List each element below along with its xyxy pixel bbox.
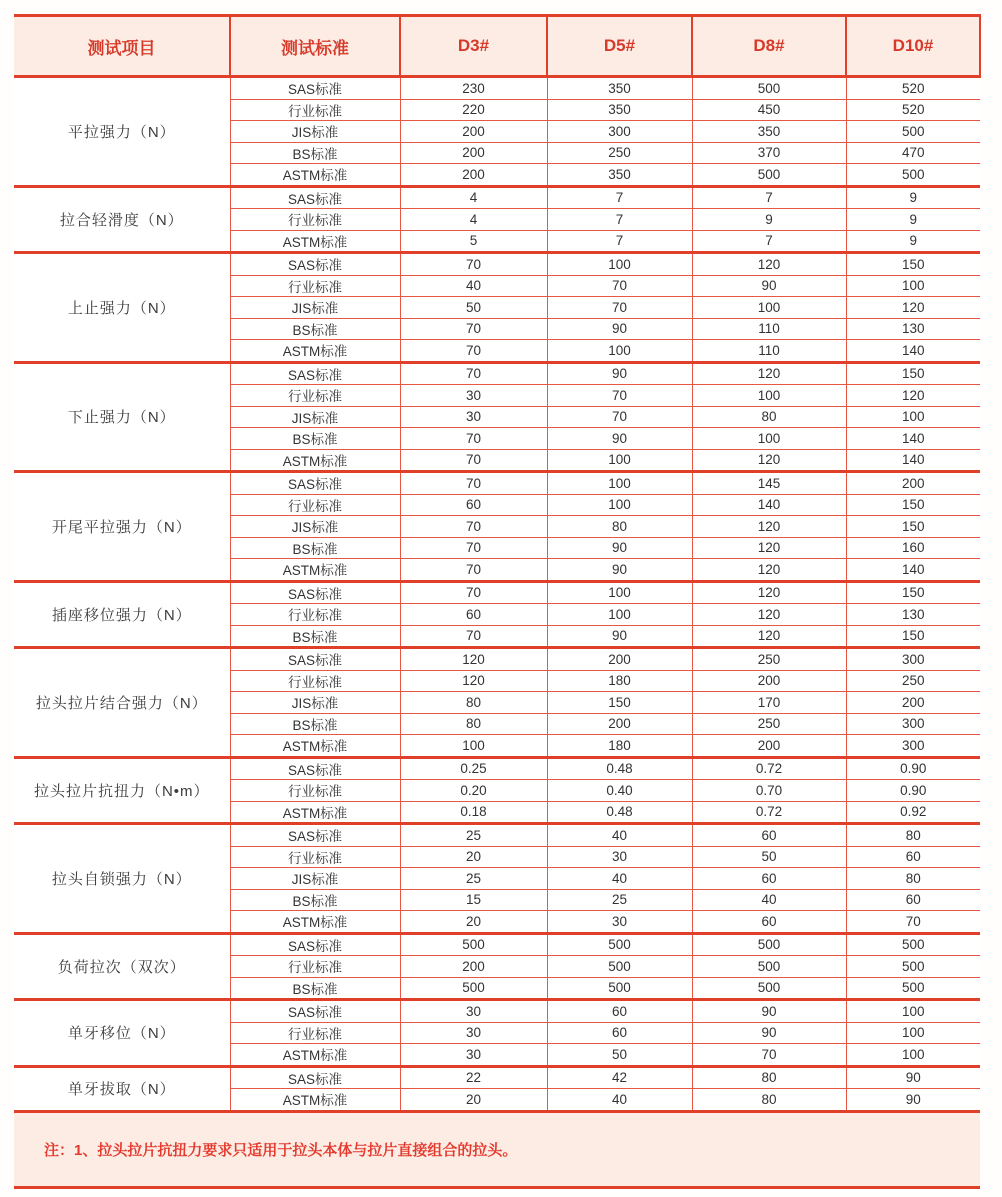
value-cell: 200: [692, 670, 846, 692]
value-cell: 120: [692, 253, 846, 276]
value-cell: 80: [846, 868, 980, 890]
value-cell: 200: [400, 121, 547, 143]
col-header-test-item: 测试项目: [14, 16, 230, 77]
value-cell: 150: [846, 516, 980, 538]
value-cell: 250: [692, 713, 846, 735]
value-cell: 90: [547, 362, 692, 385]
value-cell: 120: [846, 297, 980, 319]
value-cell: 300: [547, 121, 692, 143]
table-row: [14, 1066, 980, 1089]
standard-cell: BS标准: [230, 318, 400, 340]
value-cell: 200: [400, 956, 547, 978]
table-row: [14, 253, 980, 276]
value-cell: 100: [547, 494, 692, 516]
table-body: [14, 77, 980, 1112]
value-cell: 350: [692, 121, 846, 143]
value-cell: 70: [400, 340, 547, 363]
value-cell: 0.48: [547, 757, 692, 780]
value-cell: 500: [692, 164, 846, 187]
standard-cell: 行业标准: [230, 604, 400, 626]
table-row: [14, 757, 980, 780]
value-cell: 20: [400, 1089, 547, 1112]
value-cell: 70: [846, 911, 980, 934]
value-cell: 0.18: [400, 801, 547, 824]
value-cell: 110: [692, 318, 846, 340]
test-item-cell: 下止强力（N）: [14, 362, 230, 472]
value-cell: 100: [547, 472, 692, 495]
standard-cell: 行业标准: [230, 494, 400, 516]
footnote-text: 注：1、拉头拉片抗扭力要求只适用于拉头本体与拉片直接组合的拉头。: [44, 1141, 518, 1159]
value-cell: 4: [400, 186, 547, 209]
value-cell: 15: [400, 889, 547, 911]
test-item-cell: 拉头拉片抗扭力（N•m）: [14, 757, 230, 824]
value-cell: 25: [400, 868, 547, 890]
value-cell: 90: [547, 625, 692, 648]
value-cell: 300: [846, 648, 980, 671]
value-cell: 120: [846, 385, 980, 407]
value-cell: 90: [692, 275, 846, 297]
value-cell: 60: [692, 824, 846, 847]
test-item-cell: 上止强力（N）: [14, 253, 230, 363]
value-cell: 9: [846, 230, 980, 253]
value-cell: 500: [400, 977, 547, 1000]
value-cell: 90: [692, 1022, 846, 1044]
standard-cell: SAS标准: [230, 581, 400, 604]
value-cell: 500: [692, 933, 846, 956]
standard-cell: 行业标准: [230, 209, 400, 231]
value-cell: 130: [846, 318, 980, 340]
value-cell: 120: [692, 537, 846, 559]
standard-cell: BS标准: [230, 625, 400, 648]
value-cell: 0.72: [692, 801, 846, 824]
table-row: [14, 824, 980, 847]
value-cell: 80: [400, 692, 547, 714]
standard-cell: BS标准: [230, 142, 400, 164]
col-header-test-standard: 测试标准: [230, 16, 400, 77]
header-row: [14, 16, 980, 77]
value-cell: 40: [547, 1089, 692, 1112]
standard-cell: JIS标准: [230, 692, 400, 714]
value-cell: 70: [547, 275, 692, 297]
standard-cell: 行业标准: [230, 275, 400, 297]
value-cell: 0.40: [547, 780, 692, 802]
value-cell: 150: [846, 581, 980, 604]
value-cell: 60: [547, 1022, 692, 1044]
value-cell: 100: [846, 275, 980, 297]
value-cell: 150: [547, 692, 692, 714]
value-cell: 500: [400, 933, 547, 956]
value-cell: 160: [846, 537, 980, 559]
standard-cell: BS标准: [230, 889, 400, 911]
value-cell: 140: [846, 428, 980, 450]
standard-cell: SAS标准: [230, 648, 400, 671]
test-item-cell: 负荷拉次（双次）: [14, 933, 230, 1000]
col-header-d5: D5#: [547, 16, 692, 77]
table-row: [14, 186, 980, 209]
table-row: [14, 77, 980, 100]
value-cell: 100: [547, 340, 692, 363]
value-cell: 520: [846, 77, 980, 100]
value-cell: 70: [692, 1044, 846, 1067]
value-cell: 22: [400, 1066, 547, 1089]
test-item-cell: 拉头自锁强力（N）: [14, 824, 230, 934]
value-cell: 4: [400, 209, 547, 231]
value-cell: 500: [692, 977, 846, 1000]
value-cell: 30: [400, 385, 547, 407]
value-cell: 90: [846, 1066, 980, 1089]
value-cell: 500: [846, 956, 980, 978]
zipper-test-standards-table: [14, 14, 981, 1113]
value-cell: 60: [846, 889, 980, 911]
value-cell: 300: [846, 735, 980, 758]
standard-cell: BS标准: [230, 537, 400, 559]
value-cell: 20: [400, 846, 547, 868]
value-cell: 500: [846, 164, 980, 187]
value-cell: 30: [547, 846, 692, 868]
value-cell: 50: [692, 846, 846, 868]
value-cell: 220: [400, 99, 547, 121]
value-cell: 370: [692, 142, 846, 164]
value-cell: 130: [846, 604, 980, 626]
table-row: [14, 648, 980, 671]
standard-cell: SAS标准: [230, 77, 400, 100]
value-cell: 250: [692, 648, 846, 671]
value-cell: 70: [400, 516, 547, 538]
table-row: [14, 1000, 980, 1023]
table-row: [14, 472, 980, 495]
value-cell: 50: [400, 297, 547, 319]
value-cell: 90: [692, 1000, 846, 1023]
value-cell: 30: [400, 1022, 547, 1044]
standard-cell: SAS标准: [230, 1066, 400, 1089]
value-cell: 70: [400, 559, 547, 582]
value-cell: 350: [547, 164, 692, 187]
value-cell: 470: [846, 142, 980, 164]
standard-cell: SAS标准: [230, 824, 400, 847]
value-cell: 100: [846, 1000, 980, 1023]
value-cell: 0.70: [692, 780, 846, 802]
standard-cell: JIS标准: [230, 868, 400, 890]
value-cell: 60: [400, 494, 547, 516]
value-cell: 7: [692, 186, 846, 209]
value-cell: 30: [547, 911, 692, 934]
standard-cell: SAS标准: [230, 757, 400, 780]
value-cell: 120: [400, 648, 547, 671]
value-cell: 40: [692, 889, 846, 911]
table-row: [14, 933, 980, 956]
value-cell: 0.20: [400, 780, 547, 802]
value-cell: 120: [692, 449, 846, 472]
value-cell: 200: [547, 648, 692, 671]
value-cell: 7: [692, 230, 846, 253]
value-cell: 120: [692, 559, 846, 582]
standard-cell: 行业标准: [230, 780, 400, 802]
standard-cell: BS标准: [230, 977, 400, 1000]
value-cell: 200: [846, 692, 980, 714]
value-cell: 70: [400, 362, 547, 385]
value-cell: 70: [400, 537, 547, 559]
value-cell: 100: [547, 449, 692, 472]
standard-cell: ASTM标准: [230, 230, 400, 253]
value-cell: 100: [846, 1044, 980, 1067]
standard-cell: ASTM标准: [230, 801, 400, 824]
value-cell: 80: [692, 406, 846, 428]
value-cell: 500: [846, 933, 980, 956]
value-cell: 40: [547, 824, 692, 847]
value-cell: 230: [400, 77, 547, 100]
test-item-cell: 开尾平拉强力（N）: [14, 472, 230, 582]
value-cell: 60: [547, 1000, 692, 1023]
value-cell: 250: [846, 670, 980, 692]
value-cell: 140: [846, 340, 980, 363]
value-cell: 500: [692, 77, 846, 100]
standard-cell: ASTM标准: [230, 164, 400, 187]
value-cell: 180: [547, 735, 692, 758]
standard-cell: BS标准: [230, 713, 400, 735]
standard-cell: 行业标准: [230, 385, 400, 407]
value-cell: 120: [692, 516, 846, 538]
value-cell: 120: [692, 604, 846, 626]
value-cell: 200: [846, 472, 980, 495]
value-cell: 500: [547, 933, 692, 956]
value-cell: 7: [547, 186, 692, 209]
standard-cell: ASTM标准: [230, 735, 400, 758]
value-cell: 70: [400, 449, 547, 472]
standard-cell: JIS标准: [230, 297, 400, 319]
value-cell: 100: [846, 406, 980, 428]
test-item-cell: 平拉强力（N）: [14, 77, 230, 187]
value-cell: 42: [547, 1066, 692, 1089]
value-cell: 0.25: [400, 757, 547, 780]
value-cell: 0.90: [846, 757, 980, 780]
value-cell: 145: [692, 472, 846, 495]
value-cell: 90: [547, 559, 692, 582]
value-cell: 70: [400, 472, 547, 495]
test-item-cell: 拉头拉片结合强力（N）: [14, 648, 230, 758]
value-cell: 5: [400, 230, 547, 253]
standard-cell: SAS标准: [230, 362, 400, 385]
value-cell: 140: [692, 494, 846, 516]
standard-cell: SAS标准: [230, 472, 400, 495]
value-cell: 50: [547, 1044, 692, 1067]
value-cell: 170: [692, 692, 846, 714]
standard-cell: JIS标准: [230, 516, 400, 538]
standard-cell: ASTM标准: [230, 559, 400, 582]
value-cell: 100: [547, 581, 692, 604]
value-cell: 0.48: [547, 801, 692, 824]
value-cell: 60: [692, 868, 846, 890]
standard-cell: SAS标准: [230, 186, 400, 209]
value-cell: 25: [547, 889, 692, 911]
col-header-d8: D8#: [692, 16, 846, 77]
value-cell: 500: [692, 956, 846, 978]
standard-cell: 行业标准: [230, 846, 400, 868]
value-cell: 180: [547, 670, 692, 692]
value-cell: 100: [547, 253, 692, 276]
standard-cell: JIS标准: [230, 121, 400, 143]
value-cell: 140: [846, 559, 980, 582]
value-cell: 90: [547, 537, 692, 559]
value-cell: 60: [400, 604, 547, 626]
value-cell: 150: [846, 253, 980, 276]
value-cell: 60: [846, 846, 980, 868]
table-row: [14, 362, 980, 385]
value-cell: 40: [547, 868, 692, 890]
col-header-d10: D10#: [846, 16, 980, 77]
value-cell: 40: [400, 275, 547, 297]
value-cell: 450: [692, 99, 846, 121]
standard-cell: 行业标准: [230, 670, 400, 692]
value-cell: 120: [692, 625, 846, 648]
footnote-bar: [14, 1113, 980, 1189]
value-cell: 30: [400, 406, 547, 428]
value-cell: 520: [846, 99, 980, 121]
standard-cell: 行业标准: [230, 1022, 400, 1044]
test-item-cell: 单牙移位（N）: [14, 1000, 230, 1067]
value-cell: 150: [846, 625, 980, 648]
value-cell: 200: [400, 164, 547, 187]
value-cell: 70: [400, 253, 547, 276]
value-cell: 500: [547, 977, 692, 1000]
value-cell: 70: [400, 625, 547, 648]
value-cell: 100: [547, 604, 692, 626]
value-cell: 140: [846, 449, 980, 472]
value-cell: 25: [400, 824, 547, 847]
value-cell: 30: [400, 1044, 547, 1067]
value-cell: 500: [846, 977, 980, 1000]
value-cell: 350: [547, 99, 692, 121]
value-cell: 7: [547, 209, 692, 231]
standard-cell: ASTM标准: [230, 1044, 400, 1067]
value-cell: 500: [547, 956, 692, 978]
standard-cell: ASTM标准: [230, 1089, 400, 1112]
standard-cell: BS标准: [230, 428, 400, 450]
value-cell: 150: [846, 362, 980, 385]
value-cell: 9: [846, 186, 980, 209]
value-cell: 80: [692, 1089, 846, 1112]
value-cell: 350: [547, 77, 692, 100]
value-cell: 0.72: [692, 757, 846, 780]
value-cell: 120: [692, 581, 846, 604]
value-cell: 200: [400, 142, 547, 164]
value-cell: 60: [692, 911, 846, 934]
value-cell: 100: [692, 385, 846, 407]
standard-cell: SAS标准: [230, 253, 400, 276]
value-cell: 80: [547, 516, 692, 538]
value-cell: 100: [692, 428, 846, 450]
table-header: [14, 16, 980, 77]
value-cell: 20: [400, 911, 547, 934]
standard-cell: ASTM标准: [230, 449, 400, 472]
value-cell: 30: [400, 1000, 547, 1023]
value-cell: 70: [547, 406, 692, 428]
table-row: [14, 581, 980, 604]
value-cell: 80: [846, 824, 980, 847]
value-cell: 9: [692, 209, 846, 231]
value-cell: 100: [692, 297, 846, 319]
col-header-d3: D3#: [400, 16, 547, 77]
value-cell: 0.92: [846, 801, 980, 824]
value-cell: 7: [547, 230, 692, 253]
standard-cell: 行业标准: [230, 99, 400, 121]
value-cell: 90: [846, 1089, 980, 1112]
value-cell: 70: [547, 297, 692, 319]
value-cell: 80: [692, 1066, 846, 1089]
standard-cell: SAS标准: [230, 1000, 400, 1023]
standard-cell: 行业标准: [230, 956, 400, 978]
value-cell: 100: [846, 1022, 980, 1044]
standard-cell: SAS标准: [230, 933, 400, 956]
value-cell: 120: [400, 670, 547, 692]
value-cell: 90: [547, 428, 692, 450]
test-item-cell: 单牙拔取（N）: [14, 1066, 230, 1111]
value-cell: 500: [846, 121, 980, 143]
value-cell: 200: [692, 735, 846, 758]
value-cell: 90: [547, 318, 692, 340]
value-cell: 70: [400, 318, 547, 340]
value-cell: 100: [400, 735, 547, 758]
value-cell: 70: [400, 428, 547, 450]
value-cell: 80: [400, 713, 547, 735]
value-cell: 150: [846, 494, 980, 516]
standard-cell: ASTM标准: [230, 340, 400, 363]
value-cell: 250: [547, 142, 692, 164]
value-cell: 200: [547, 713, 692, 735]
test-item-cell: 插座移位强力（N）: [14, 581, 230, 648]
value-cell: 9: [846, 209, 980, 231]
value-cell: 120: [692, 362, 846, 385]
value-cell: 110: [692, 340, 846, 363]
value-cell: 70: [400, 581, 547, 604]
value-cell: 300: [846, 713, 980, 735]
test-item-cell: 拉合轻滑度（N）: [14, 186, 230, 253]
value-cell: 70: [547, 385, 692, 407]
standard-cell: JIS标准: [230, 406, 400, 428]
standard-cell: ASTM标准: [230, 911, 400, 934]
value-cell: 0.90: [846, 780, 980, 802]
